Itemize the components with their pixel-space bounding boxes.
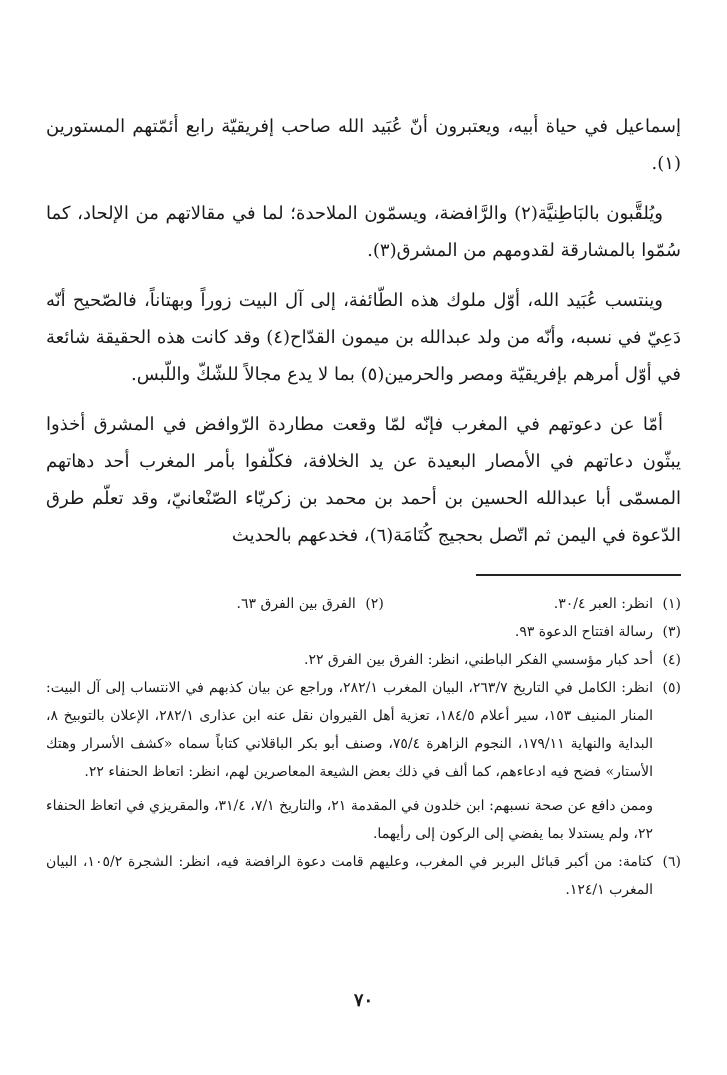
footnote-4 (46, 646, 681, 674)
footnote-text: كتامة: من أكبر قبائل البربر في المغرب، وعليهم قامت دعوة الرافضة فيه، انظر: الشجرة ١٠٥/٢، البيان المغرب ١٢٤/١. (46, 854, 654, 898)
footnote-number: (١) (662, 596, 681, 612)
footnote-text: انظر: الكامل في التاريخ ٢٦٣/٧، البيان المغرب ٢٨٢/١، وراجع عن بيان كذبهم في الانتساب إلى آل البيت: المنار المنيف ١٥٣، سير أعلام ١٨٤/٥، تعزية أهل القيروان نقل عنه ابن عذارى ٢٨٢/١، الإعلان بالتوبيخ ٨، البداية والنهاية ١٧٩/١١، النجوم الزاهرة ٧٥/٤، وصنف أبو بكر الباقلاني كتاباً سماه «كشف الأسرار وهتك الأستار» فضح فيه ادعاءهم، كما ألف في ذلك بعض الشيعة المعاصرين لهم، انظر: اتعاظ الحنفاء ٢٢. (46, 680, 653, 780)
footnote-1 (554, 590, 681, 618)
footnote-6 (46, 848, 681, 904)
footnote-divider (476, 574, 681, 576)
footnote-number: (٦) (662, 854, 681, 870)
footnote-3 (46, 618, 681, 646)
footnote-5 (46, 674, 681, 786)
main-text (46, 108, 681, 554)
footnote-text: أحد كبار مؤسسي الفكر الباطني، انظر: الفرق بين الفرق ٢٢. (303, 652, 653, 668)
footnote-text: رسالة افتتاح الدعوة ٩٣. (514, 624, 653, 640)
paragraph-4: أمّا عن دعوتهم في المغرب فإنّه لمّا وقعت مطاردة الرّوافض في المشرق أخذوا يبثّون دعاتهم في الأمصار البعيدة عن يد الخلافة، فكلّفوا بأمر المغرب أحد دهاتهم المسمّى أبا عبدالله الحسين بن أحمد بن محمد بن زكريّاء الصّنْعانيّ، وقد تعلّم طرق الدّعوة في اليمن ثم اتّصل بحجيج كُتَامَة(٦)، فخدعهم بالحديث (46, 414, 681, 546)
footnote-text: الفرق بين الفرق ٦٣. (236, 596, 356, 612)
footnote-number: (٥) (662, 680, 681, 696)
paragraph-3: وينتسب عُبَيد الله، أوّل ملوك هذه الطّائفة، إلى آل البيت زوراً وبهتاناً، فالصّحيح أنّه دَعِيّ في نسبه، وأنّه من ولد عبدالله بن ميمون القدّاح(٤) وقد كانت هذه الحقيقة شائعة في أوّل أمرهم بإفريقيّة ومصر والحرمين(٥) بما لا يدع مجالاً للشّكّ واللّبس. (46, 290, 682, 385)
footnote-text: انظر: العبر ٣٠/٤. (553, 596, 653, 612)
footnote-5-continuation: وممن دافع عن صحة نسبهم: ابن خلدون في المقدمة ٢١، والتاريخ ٧/١، ٣١/٤، والمقريزي في اتعاظ الحنفاء ٢٢، ولم يستدلا بما يفضي إلى الركون إلى رأيهما. (46, 798, 653, 842)
page-number: ٧٠ (353, 990, 374, 1011)
footnote-number: (٣) (662, 624, 681, 640)
footnote-row-1-2 (46, 590, 681, 618)
footnotes (46, 590, 681, 904)
paragraph-2: ويُلقَّبون بالبَاطِنيَّة(٢) والرَّافضة، ويسمّون الملاحدة؛ لما في مقالاتهم من الإلحاد، كما سُمّوا بالمشارقة لقدومهم من المشرق(٣). (46, 203, 681, 261)
footnote-number: (٢) (365, 596, 384, 612)
footnote-number: (٤) (662, 652, 681, 668)
paragraph-1: إسماعيل في حياة أبيه، ويعتبرون أنّ عُبَيد الله صاحب إفريقيّة رابع أئمّتهم المستورين (١). (46, 116, 681, 174)
footnote-2 (237, 590, 384, 618)
